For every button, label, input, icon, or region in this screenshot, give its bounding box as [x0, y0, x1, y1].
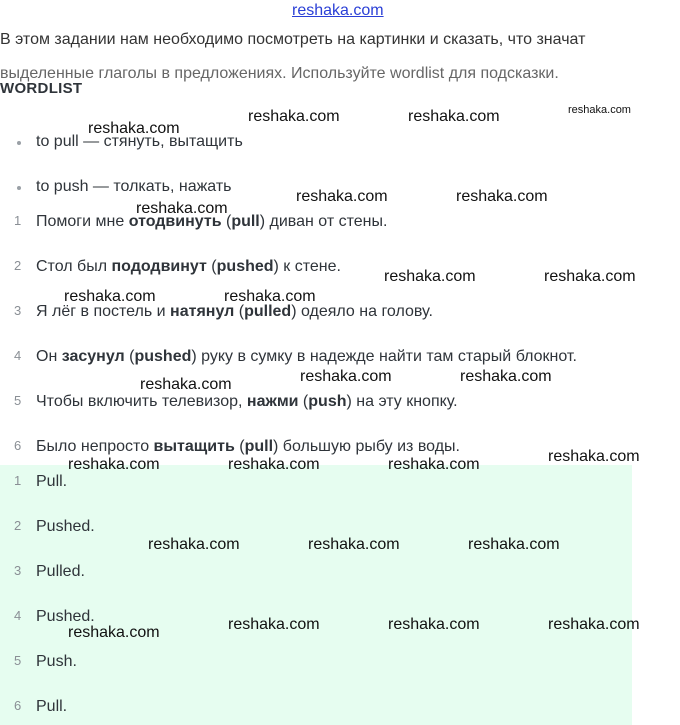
answer-text: Pulled.	[36, 563, 85, 580]
watermark: reshaka.com	[456, 188, 548, 205]
sentence-number: 1	[14, 213, 22, 228]
watermark: reshaka.com	[68, 456, 160, 473]
sentence-number: 6	[14, 438, 22, 453]
sentence-text: Чтобы включить телевизор, нажми (push) на эту кнопку.	[36, 393, 458, 410]
answer-text: Pushed.	[36, 518, 95, 535]
sentence-text: Он засунул (pushed) руку в сумку в надежде найти там старый блокнот.	[36, 348, 577, 365]
watermark: reshaka.com	[548, 448, 640, 465]
watermark: reshaka.com	[68, 624, 160, 641]
watermark: reshaka.com	[544, 268, 636, 285]
answer-text: Pushed.	[36, 608, 95, 625]
sentence-number: 4	[14, 348, 22, 363]
watermark: reshaka.com	[388, 456, 480, 473]
answer-number: 2	[14, 518, 22, 533]
answers-block	[0, 465, 632, 725]
watermark: reshaka.com	[548, 616, 640, 633]
watermark: reshaka.com	[460, 368, 552, 385]
watermark: reshaka.com	[228, 616, 320, 633]
wordlist-item-text: to pull — стянуть, вытащить	[36, 133, 243, 150]
sentence-number: 5	[14, 393, 22, 408]
site-link[interactable]: reshaka.com	[292, 2, 384, 19]
watermark: reshaka.com	[568, 104, 631, 116]
wordlist-heading: WORDLIST	[0, 80, 83, 97]
watermark: reshaka.com	[468, 536, 560, 553]
answer-text: Pull.	[36, 473, 68, 490]
sentence-text: Я лёг в постель и натянул (pulled) одеяло на голову.	[36, 303, 433, 320]
intro-text: В этом задании нам необходимо посмотреть на картинки и сказать, что значат	[0, 31, 586, 48]
answer-text: Push.	[36, 653, 77, 670]
sentence-text: Было непросто вытащить (pull) большую рыбу из воды.	[36, 438, 460, 455]
wordlist-item-text: to push — толкать, нажать	[36, 178, 232, 195]
watermark: reshaka.com	[64, 288, 156, 305]
watermark: reshaka.com	[228, 456, 320, 473]
sentence-number: 3	[14, 303, 22, 318]
watermark: reshaka.com	[384, 268, 476, 285]
bullet-icon	[17, 186, 21, 190]
watermark: reshaka.com	[308, 536, 400, 553]
answer-number: 6	[14, 698, 22, 713]
intro-text-cut: выделенные глаголы в предложениях. Используйте wordlist для подсказки.	[0, 65, 559, 82]
watermark: reshaka.com	[136, 200, 228, 217]
watermark: reshaka.com	[88, 120, 180, 137]
watermark: reshaka.com	[224, 288, 316, 305]
sentence-number: 2	[14, 258, 22, 273]
answer-number: 5	[14, 653, 22, 668]
watermark: reshaka.com	[248, 108, 340, 125]
answer-number: 4	[14, 608, 22, 623]
watermark: reshaka.com	[140, 376, 232, 393]
watermark: reshaka.com	[408, 108, 500, 125]
watermark: reshaka.com	[388, 616, 480, 633]
answer-number: 1	[14, 473, 22, 488]
watermark: reshaka.com	[300, 368, 392, 385]
answer-number: 3	[14, 563, 22, 578]
watermark: reshaka.com	[296, 188, 388, 205]
bullet-icon	[17, 141, 21, 145]
sentence-text: Стол был пододвинут (pushed) к стене.	[36, 258, 341, 275]
watermark: reshaka.com	[148, 536, 240, 553]
answer-text: Pull.	[36, 698, 68, 715]
sentence-text: Помоги мне отодвинуть (pull) диван от стены.	[36, 213, 388, 230]
